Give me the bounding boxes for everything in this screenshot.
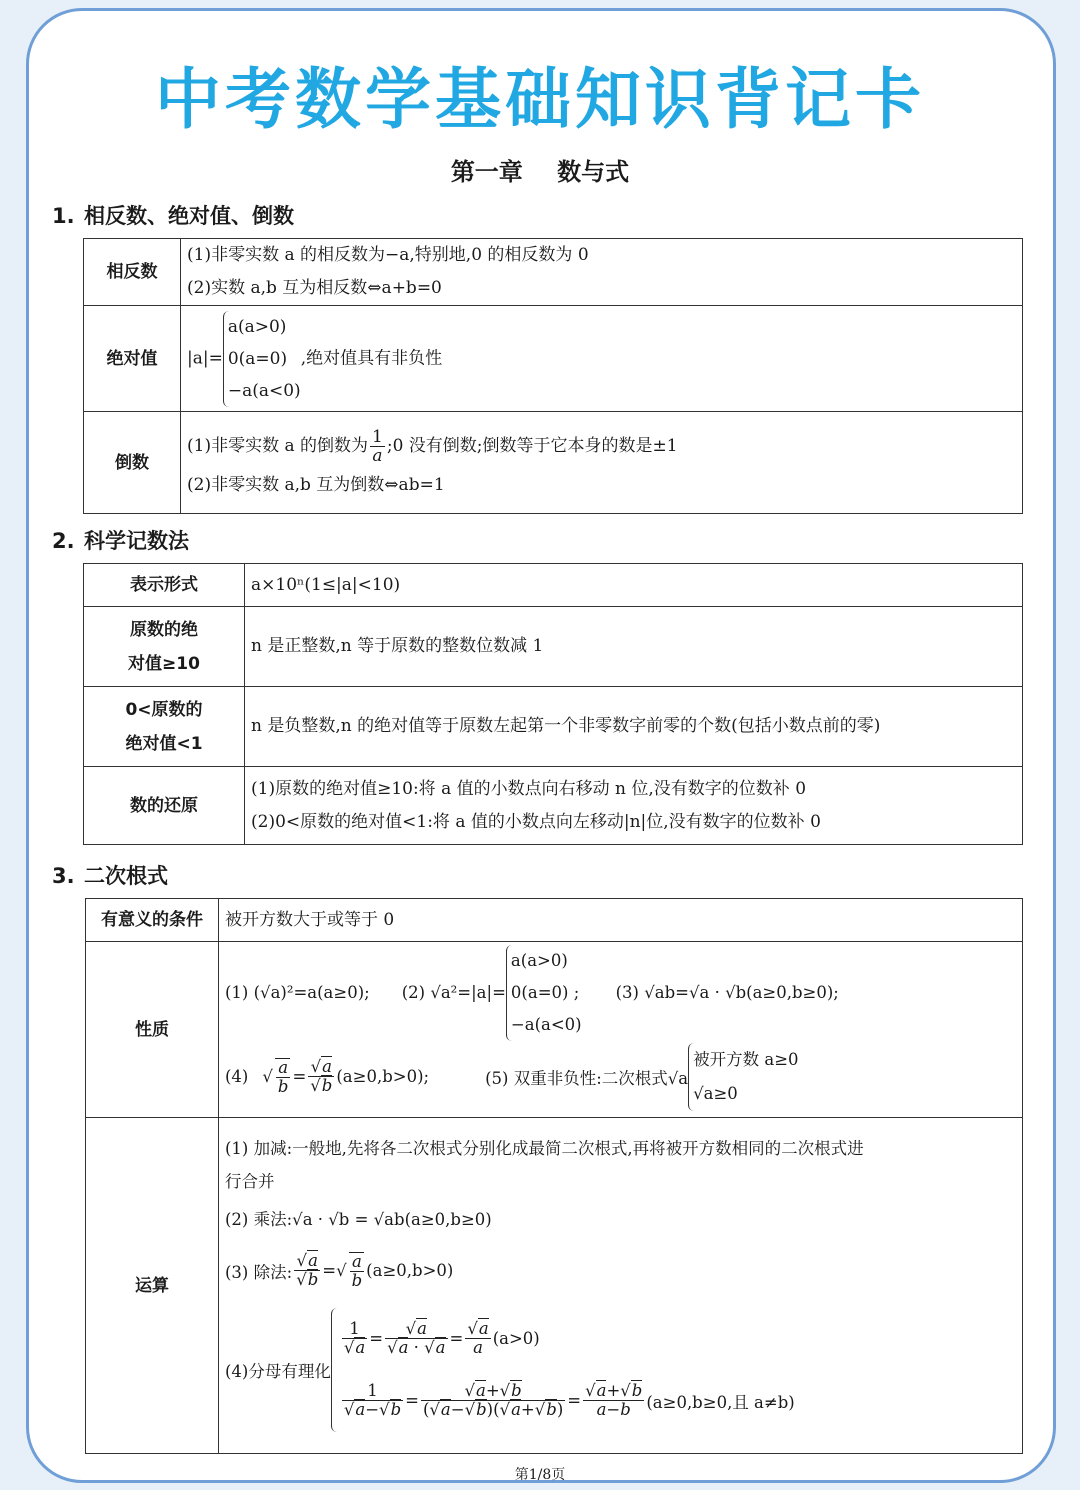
- row-text: n 是正整数,n 等于原数的整数位数减 1: [245, 607, 1023, 687]
- fraction: $\frac{√a}{√b}$: [310, 1057, 333, 1095]
- table-row: [86, 1118, 1023, 1454]
- table-row: [84, 564, 1023, 607]
- table-row: [84, 607, 1023, 687]
- properties-line-1: [225, 946, 1016, 1040]
- row-label: 倒数: [84, 412, 181, 514]
- piecewise-brace: a(a>0) 0(a=0) ; −a(a<0): [506, 945, 582, 1041]
- row-text: (2)实数 a,b 互为相反数⇔a+b=0: [187, 278, 442, 298]
- row-text: a×10ⁿ(1≤|a|<10): [245, 564, 1023, 607]
- condition-brace: 被开方数 a≥0 √a≥0: [688, 1043, 798, 1111]
- table-row: [86, 899, 1023, 942]
- section-title: 二次根式: [84, 864, 168, 888]
- property-4: (4): [225, 1067, 249, 1086]
- row-text: (2)非零实数 a,b 互为倒数⇔ab=1: [187, 475, 445, 495]
- section-number: 1.: [52, 204, 75, 228]
- case-2: 0(a=0): [227, 348, 288, 369]
- property-1: (1) (√a)²=a(a≥0);: [225, 983, 370, 1002]
- row-label: 绝对值: [84, 306, 181, 412]
- section-title: 科学记数法: [84, 529, 189, 553]
- row-label: 运算: [86, 1118, 219, 1454]
- table-row: [84, 239, 1023, 306]
- section-title: 相反数、绝对值、倒数: [84, 204, 294, 228]
- section-number: 2.: [52, 529, 75, 553]
- operation-3: (3) 除法: $\frac{√a}{√b}$ = √ $\frac{a}{b}$ (a≥0,b>0): [225, 1251, 454, 1290]
- property-5: (5) 双重非负性:二次根式√a: [485, 1068, 689, 1088]
- chapter-heading: 第一章 数与式: [450, 158, 630, 186]
- section-number: 3.: [52, 864, 75, 888]
- properties-line-2: (4) √ $\frac{a}{b}$ = $\frac{√a}{√b}$ (a≥0,b>0); (5) 双重非负性:二次根式√a 被开方数 a≥0 √a≥0: [225, 1040, 1016, 1114]
- section-1-table: [83, 238, 1023, 514]
- fraction: $\frac{a}{b}$: [275, 1058, 291, 1096]
- section-2-heading: [52, 525, 189, 555]
- piecewise-brace: [223, 311, 301, 407]
- abs-note: ,绝对值具有非负性: [300, 348, 443, 368]
- section-3-table: [85, 898, 1023, 1454]
- row-label: 原数的绝 对值≥10: [84, 607, 245, 687]
- property-2: (2) √a²=|a|=: [401, 983, 506, 1002]
- row-label: 数的还原: [84, 767, 245, 845]
- operation-1-cont: 行合并: [225, 1171, 275, 1191]
- rationalize-brace: $\frac{1}{√a}$ = $\frac{√a}{√a \cdot √a}$ = $\frac{√a}{a}$ (a>0) $\frac{1}{√a-√b}$ = $\frac{√a+√b}{(√a-√b)(√a+√b)}$ = $\frac{√a+√b}{a-b}$ (a≥0,b≥0,且 a≠b): [331, 1308, 795, 1432]
- table-row: [84, 412, 1023, 514]
- table-row: [86, 942, 1023, 1118]
- abs-value-def: [181, 306, 1023, 412]
- table-row: [84, 306, 1023, 412]
- page-footer: 第1/8页: [514, 1467, 566, 1483]
- abs-lhs: |a|=: [187, 348, 223, 368]
- row-text: (2)0<原数的绝对值<1:将 a 值的小数点向左移动|n|位,没有数字的位数补 0: [251, 811, 821, 832]
- property-3: (3) √ab=√a · √b(a≥0,b≥0);: [615, 983, 839, 1002]
- fraction: $\frac{1}{a}$: [372, 427, 383, 466]
- table-row: [84, 767, 1023, 845]
- row-text: (1)原数的绝对值≥10:将 a 值的小数点向右移动 n 位,没有数字的位数补 0: [251, 778, 807, 799]
- operation-4: (4)分母有理化 $\frac{1}{√a}$ = $\frac{√a}{√a \cdot √a}$ = $\frac{√a}{a}$ (a>0) $\frac{1}{√a-√b}$ = $\frac{√a+√b}{(√a-√b)(√a+√b)}$ = $\frac{√a+√b}{a-b}$ (a≥0,b≥0,且 a≠b): [225, 1300, 1016, 1440]
- row-label: 有意义的条件: [86, 899, 219, 942]
- section-1-heading: [52, 200, 294, 230]
- row-label: 表示形式: [84, 564, 245, 607]
- operation-2: (2) 乘法:√a · √b = √ab(a≥0,b≥0): [225, 1209, 492, 1229]
- row-text: (1)非零实数 a 的相反数为−a,特别地,0 的相反数为 0: [187, 245, 589, 265]
- operation-1: (1) 加减:一般地,先将各二次根式分别化成最简二次根式,再将被开方数相同的二次根式进: [225, 1138, 864, 1158]
- row-text: n 是负整数,n 的绝对值等于原数左起第一个非零数字前零的个数(包括小数点前的零): [245, 687, 1023, 767]
- section-2-table: [83, 563, 1023, 845]
- table-row: [84, 687, 1023, 767]
- row-label: 0<原数的 绝对值<1: [84, 687, 245, 767]
- page-title: 中考数学基础知识背记卡: [155, 61, 925, 138]
- row-label: 相反数: [84, 239, 181, 306]
- row-label: 性质: [86, 942, 219, 1118]
- case-3: −a(a<0): [227, 380, 301, 401]
- reciprocal-line: (1)非零实数 a 的倒数为 $\frac{1}{a}$ ;0 没有倒数;倒数等于它本身的数是±1: [187, 427, 678, 466]
- row-text: 被开方数大于或等于 0: [219, 899, 1023, 942]
- case-1: a(a>0): [227, 316, 287, 337]
- section-3-heading: [52, 860, 168, 890]
